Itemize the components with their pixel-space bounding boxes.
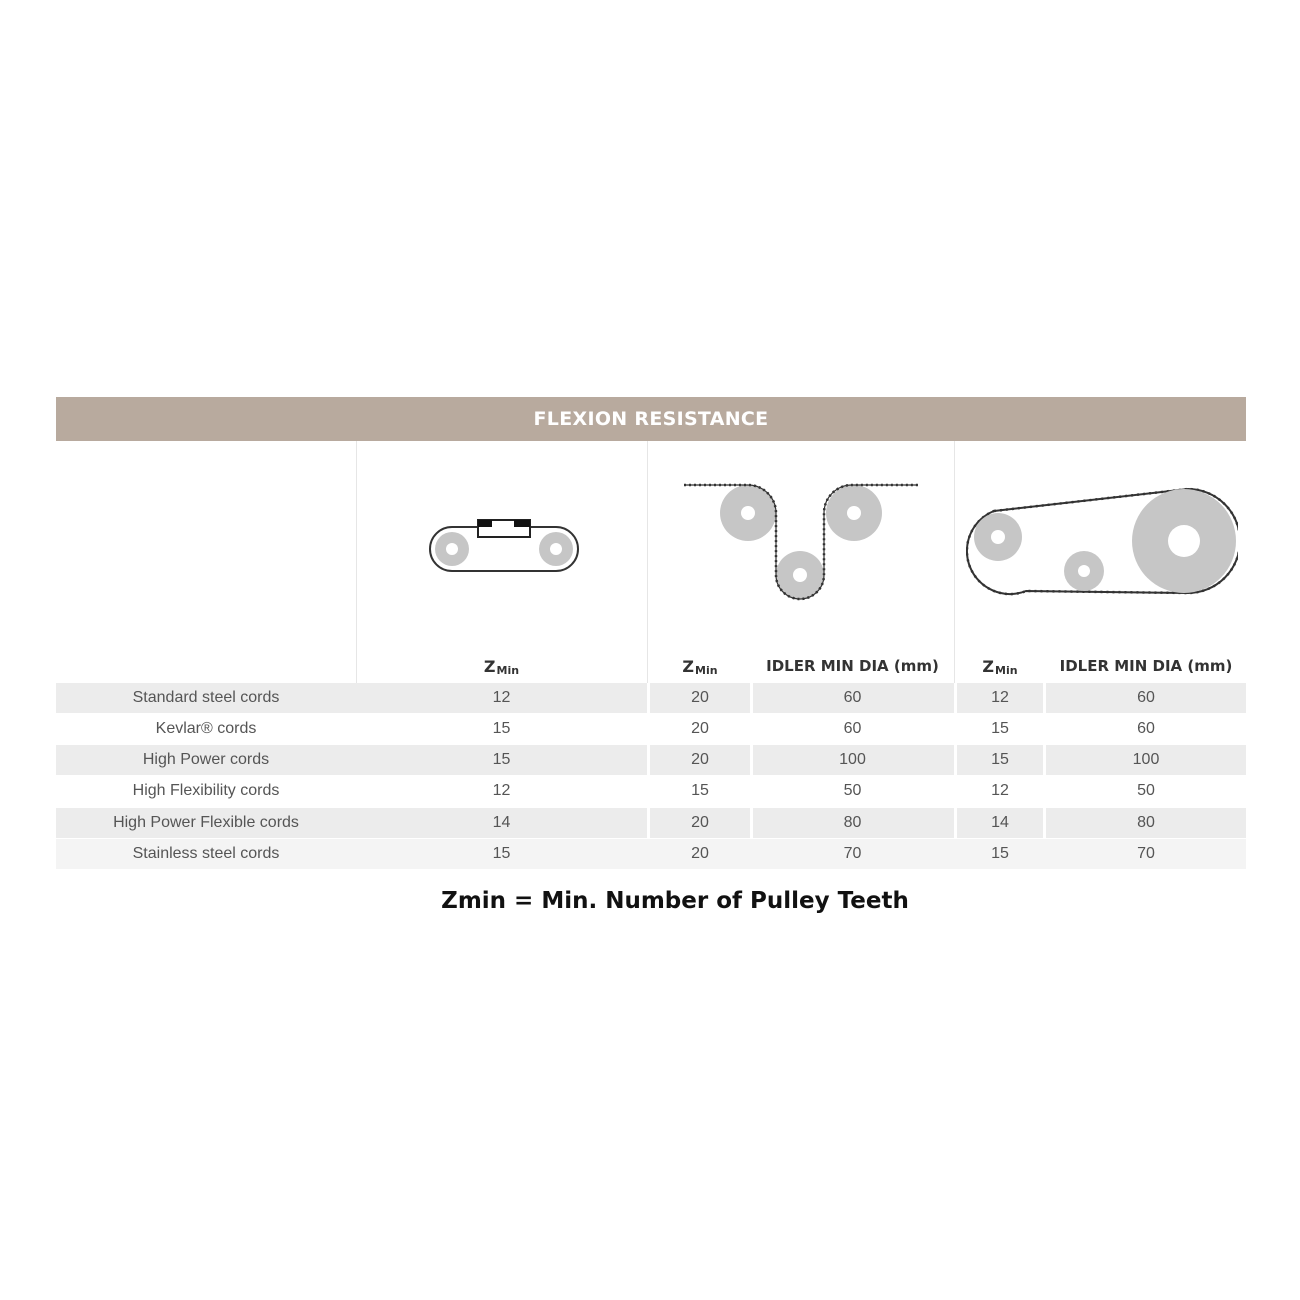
z2-cell: 20 [691,845,709,862]
table-row [56,745,1246,775]
idler2-cell: 50 [843,782,862,799]
z2-cell: 20 [691,720,709,737]
zmin-header-col2: Z Min [682,656,718,677]
row-label: High Power cords [142,751,270,768]
z1-cell: 15 [492,751,511,768]
table-row [56,714,1246,744]
row-label: High Flexibility cords [132,782,280,799]
zmin-header-col3: Z Min [982,656,1018,677]
z3-cell: 15 [991,845,1009,862]
flexion-resistance-table [56,397,1246,871]
idler3-cell: 70 [1137,845,1155,862]
row-label: High Power Flexible cords [113,814,299,831]
row-label: Standard steel cords [132,689,280,706]
z2-cell: 20 [691,814,709,831]
idler-header-col2: IDLER MIN DIA (mm) [766,657,939,675]
footnote: Zmin = Min. Number of Pulley Teeth [441,888,909,914]
z1-cell: 12 [492,689,511,706]
z2-cell: 15 [691,782,709,799]
z1-cell: 15 [492,720,511,737]
table-row [56,808,1246,838]
table-row [56,839,1246,869]
z3-cell: 12 [991,782,1009,799]
column-divider [954,441,955,683]
table-row [56,776,1246,806]
idler3-cell: 100 [1132,751,1160,768]
column-divider [647,441,648,683]
z1-cell: 14 [492,814,511,831]
row-label: Kevlar® cords [155,720,257,737]
table-title: FLEXION RESISTANCE [56,397,1246,441]
table-row [56,683,1246,713]
idler3-cell: 60 [1137,689,1155,706]
z3-cell: 12 [991,689,1009,706]
zmin-header-col1: Z Min [483,656,520,677]
z1-cell: 12 [492,782,511,799]
serpentine-belt-diagram-icon [682,479,922,609]
idler2-cell: 100 [839,751,866,768]
idler-drive-belt-diagram-icon [966,485,1238,600]
z2-cell: 20 [691,751,709,768]
z3-cell: 15 [991,720,1009,737]
z1-cell: 15 [492,845,511,862]
idler3-cell: 80 [1137,814,1155,831]
idler2-cell: 60 [843,689,862,706]
idler-header-col3: IDLER MIN DIA (mm) [1059,657,1233,675]
z3-cell: 14 [991,814,1009,831]
idler3-cell: 60 [1137,720,1155,737]
idler2-cell: 70 [843,845,862,862]
column-divider [356,441,357,683]
z2-cell: 20 [691,689,709,706]
idler3-cell: 50 [1137,782,1155,799]
z3-cell: 15 [991,751,1009,768]
row-label: Stainless steel cords [132,845,280,862]
idler2-cell: 60 [843,720,862,737]
linear-belt-diagram-icon [426,517,586,577]
idler2-cell: 80 [843,814,862,831]
